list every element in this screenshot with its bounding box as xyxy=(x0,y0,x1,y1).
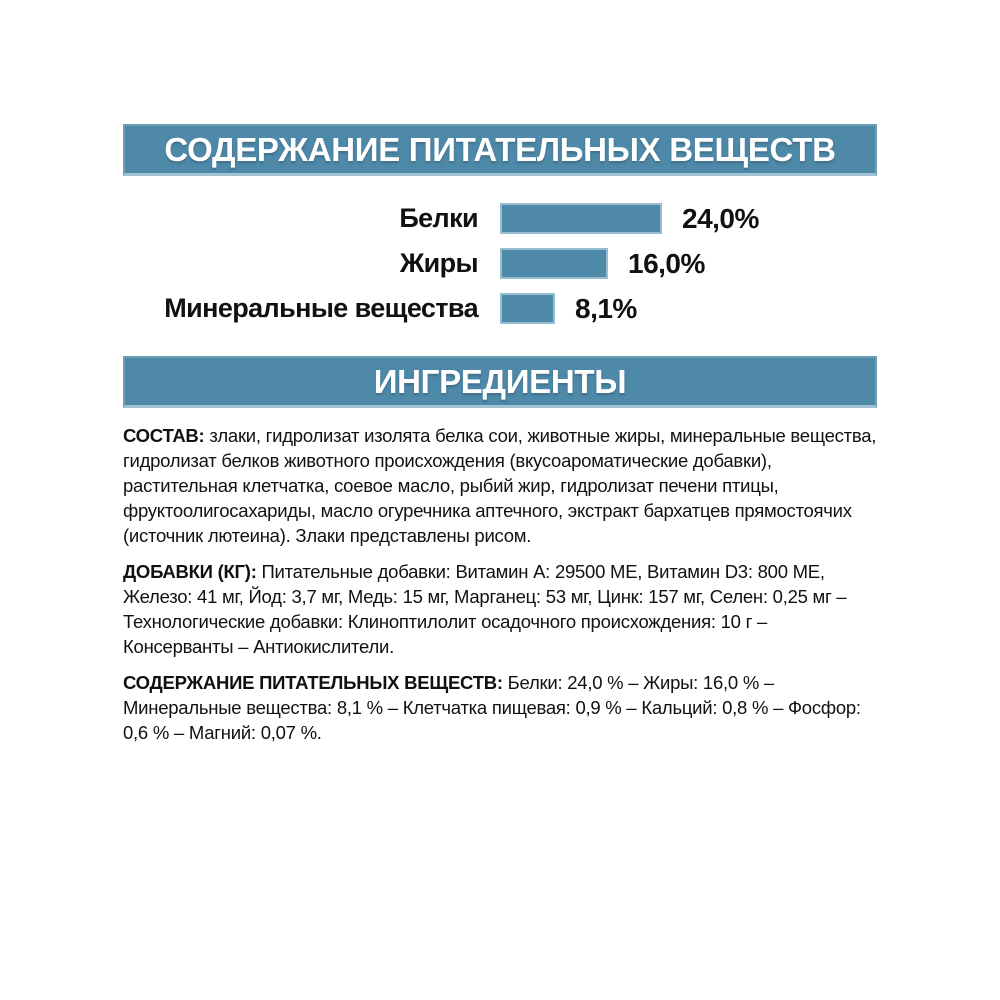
chart-value-label: 16,0% xyxy=(628,247,705,279)
ingredients-paragraph: СОДЕРЖАНИЕ ПИТАТЕЛЬНЫХ ВЕЩЕСТВ: Белки: 24,0 % – Жиры: 16,0 % – Минеральные вещества: 8,1 % – Клетчатка пищевая: 0,9 % – Кальций: 0,8 % – Фосфор: 0,6 % – Магний: 0,07 %. xyxy=(123,672,861,743)
ingredients-paragraph: СОСТАВ: злаки, гидролизат изолята белка сои, животные жиры, минеральные вещества, гидролизат белков животного происхождения (вкусоароматические добавки), растительная клетчатка, соевое масло, рыбий жир, гидролизат печени птицы, фруктоолигосахариды, масло огуречника аптечного, экстракт бархатцев прямостоячих (источник лютеина). Злаки представлены рисом. xyxy=(123,425,877,546)
paragraph-lead-label: СОСТАВ: xyxy=(123,425,205,446)
ingredients-banner xyxy=(123,356,877,408)
ingredients-text-block xyxy=(123,423,877,756)
chart-value-label: 8,1% xyxy=(575,292,637,324)
chart-value-label: 24,0% xyxy=(682,202,759,234)
ingredients-paragraph: ДОБАВКИ (КГ): Питательные добавки: Витамин A: 29500 МЕ, Витамин D3: 800 МЕ, Железо: 41 мг, Йод: 3,7 мг, Медь: 15 мг, Марганец: 53 мг, Цинк: 157 мг, Селен: 0,25 мг – Технологические добавки: Клиноптилолит осадочного происхождения: 10 г – Консерванты – Антиокислители. xyxy=(123,561,847,657)
chart-category-label: Белки xyxy=(399,203,478,233)
ingredients-banner-title: ИНГРЕДИЕНТЫ xyxy=(373,362,627,400)
chart-category-label: Минеральные вещества xyxy=(164,293,478,323)
paragraph-lead-label: СОДЕРЖАНИЕ ПИТАТЕЛЬНЫХ ВЕЩЕСТВ: xyxy=(123,672,503,693)
chart-row xyxy=(123,286,877,331)
chart-row xyxy=(123,241,877,286)
chart-bar xyxy=(500,248,608,279)
chart-bar xyxy=(500,293,555,324)
chart-bar xyxy=(500,203,662,234)
chart-category-label: Жиры xyxy=(399,248,478,278)
nutrient-bar-chart xyxy=(123,196,877,331)
nutrition-content-banner-title: СОДЕРЖАНИЕ ПИТАТЕЛЬНЫХ ВЕЩЕСТВ xyxy=(164,130,836,168)
nutrition-content-banner xyxy=(123,124,877,176)
chart-row xyxy=(123,196,877,241)
paragraph-lead-label: ДОБАВКИ (КГ): xyxy=(123,561,257,582)
